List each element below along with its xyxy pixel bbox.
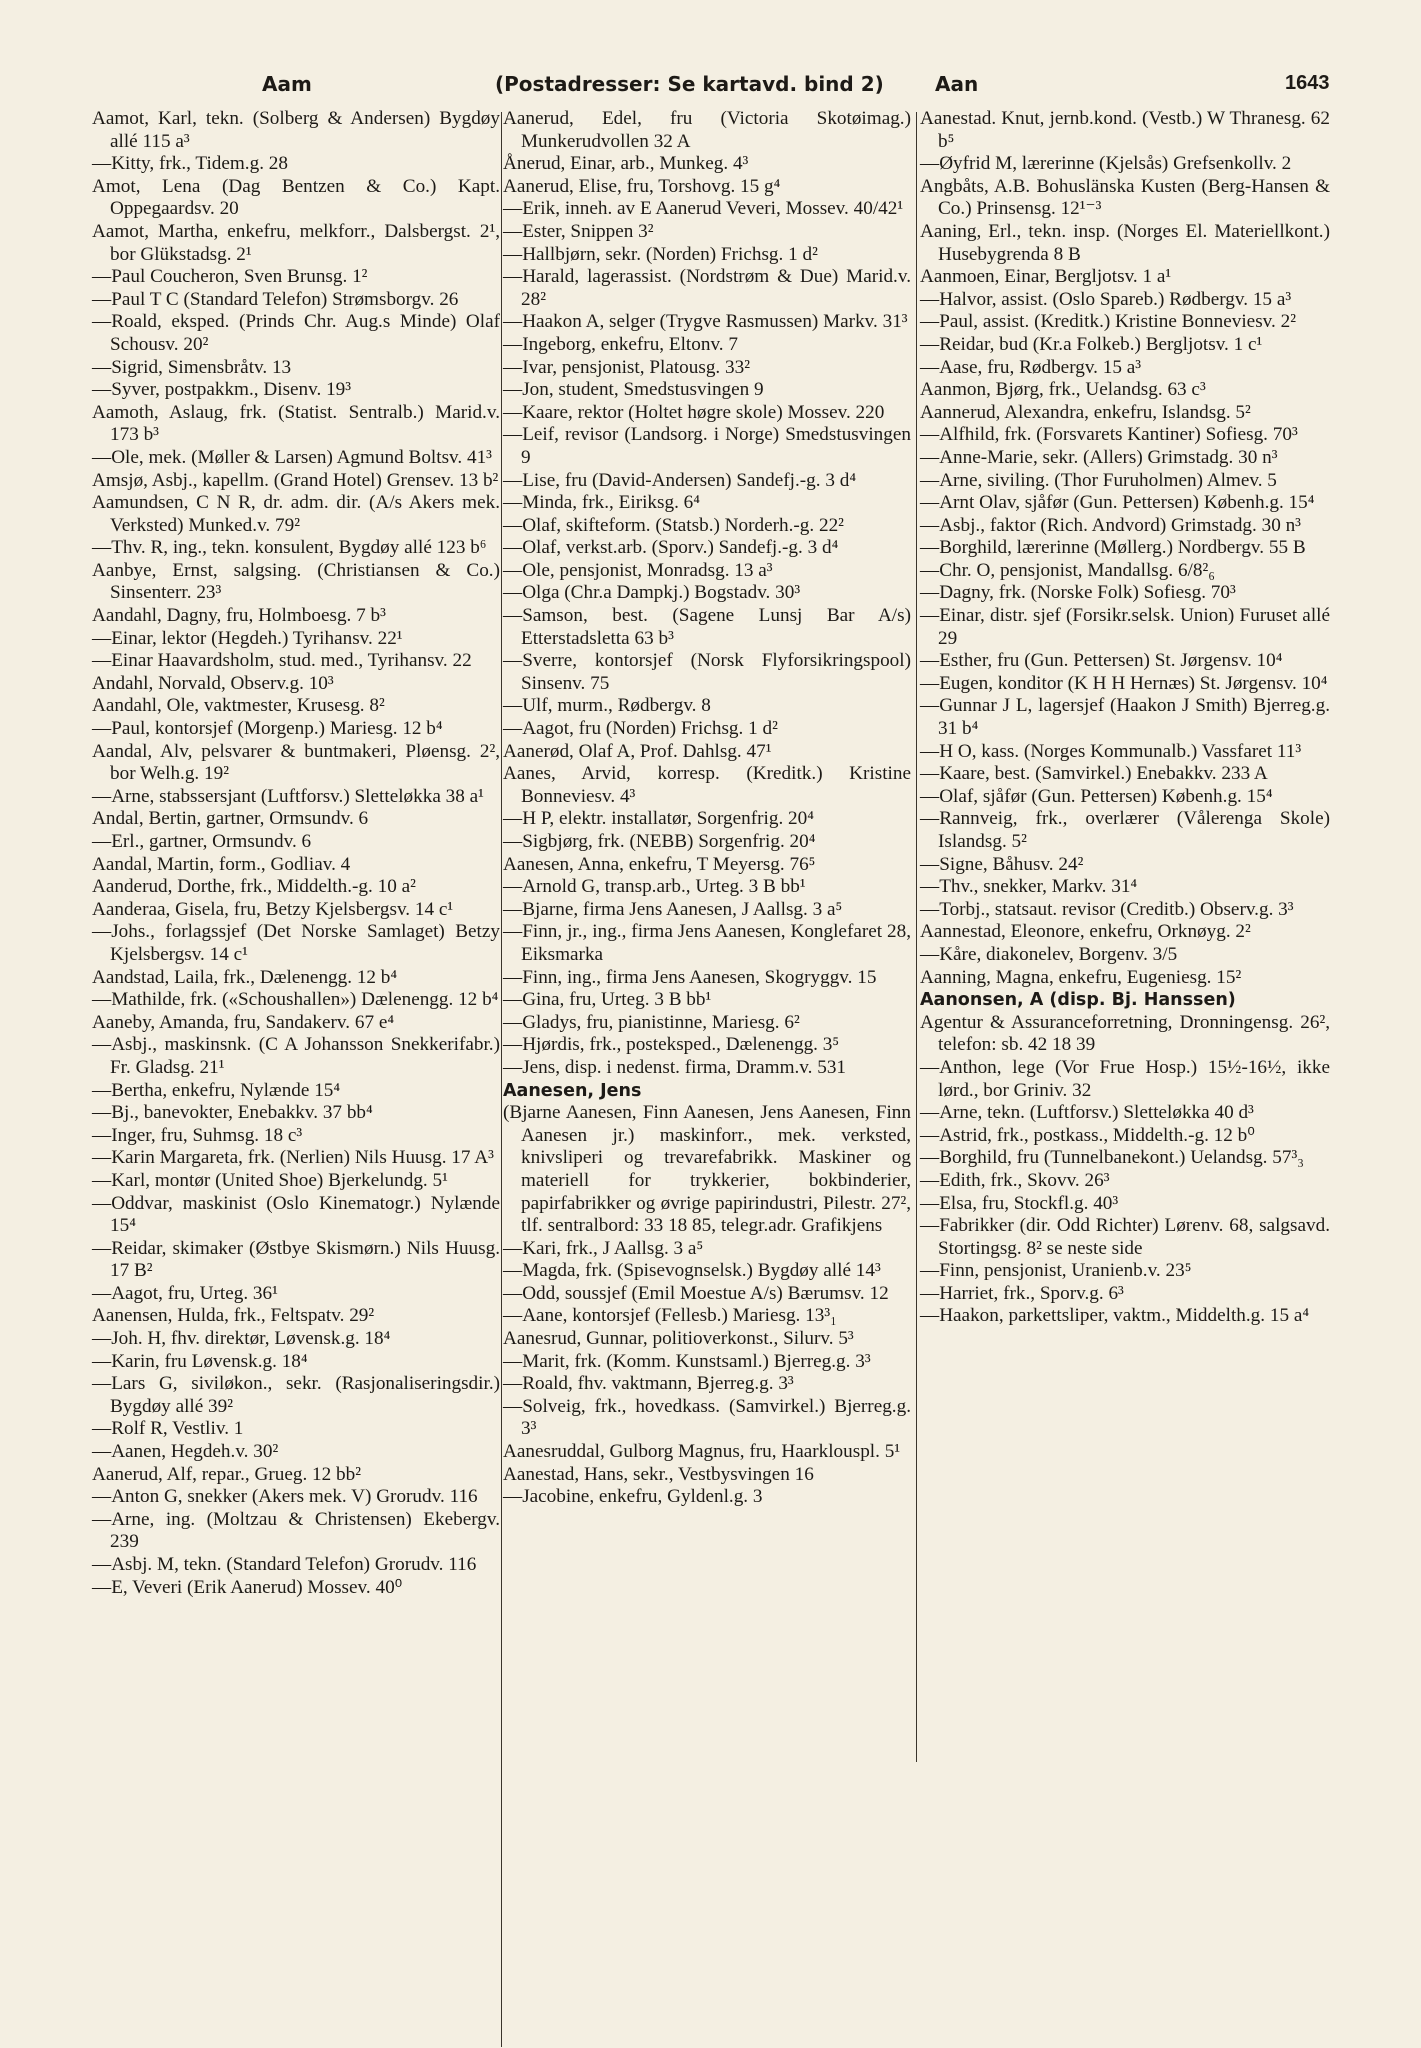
directory-entry: —Sverre, kontorsjef (Norsk Flyforsikringspool) Sinsenv. 75 (503, 650, 911, 694)
directory-entry: —Haakon A, selger (Trygve Rasmussen) Markv. 31³ (503, 311, 908, 333)
directory-entry: —Minda, frk., Eiriksg. 6⁴ (503, 492, 700, 514)
directory-entry: —Gladys, fru, pianistinne, Mariesg. 6² (503, 1011, 800, 1033)
directory-entry: —Karin Margareta, frk. (Nerlien) Nils Huusg. 17 A³ (92, 1147, 494, 1169)
directory-entry: —Arne, stabssersjant (Luftforsv.) Sletteløkka 38 a¹ (92, 785, 484, 807)
directory-entry: Aanning, Magna, enkefru, Eugeniesg. 15² (920, 966, 1242, 988)
directory-entry: —Hallbjørn, sekr. (Norden) Frichsg. 1 d² (503, 243, 818, 265)
directory-entry: Aandal, Alv, pelsvarer & buntmakeri, Pløensg. 2², bor Welh.g. 19² (92, 740, 500, 785)
directory-entry: —Lars G, siviløkon., sekr. (Rasjonaliseringsdir.) Bygdøy allé 39² (92, 1373, 500, 1417)
directory-entry: Aanesen, Anna, enkefru, T Meyersg. 76⁵ (503, 853, 816, 875)
directory-entry: Aanderaa, Gisela, fru, Betzy Kjelsbergsv. 14 c¹ (92, 898, 454, 920)
directory-entry: —Einar, lektor (Hegdeh.) Tyrihansv. 22¹ (92, 627, 403, 649)
directory-entry: (Bjarne Aanesen, Finn Aanesen, Jens Aanesen, Finn Aanesen jr.) maskinforr., mek. verksted, knivsliperi og trevarefabrikk. Maskiner og materiell for trykkerier, bokbinderier, papirfabrikker og øvrige papirindustri, Pilestr. 27², tlf. sentralbord: 33 18 85, telegr.adr. Grafikjens (503, 1102, 911, 1237)
firm-heading: Aanesen, Jens (503, 1080, 642, 1101)
directory-entry: —H P, elektr. installatør, Sorgenfrig. 20⁴ (503, 808, 814, 830)
directory-entry: —Arne, ing. (Moltzau & Christensen) Ekebergv. 239 (92, 1508, 500, 1553)
directory-entry: —Asbj. M, tekn. (Standard Telefon) Grorudv. 116 (92, 1554, 477, 1575)
header-right-word: Aan (935, 72, 979, 96)
directory-entry: —Ivar, pensjonist, Platousg. 33² (503, 356, 750, 378)
directory-entry: Aannerud, Alexandra, enkefru, Islandsg. 5² (920, 401, 1251, 423)
directory-entry: Aandal, Martin, form., Godliav. 4 (92, 853, 351, 875)
directory-entry: —Ulf, murm., Rødbergv. 8 (503, 695, 711, 717)
directory-entry: Aanes, Arvid, korresp. (Kreditk.) Kristine Bonneviesv. 4³ (503, 763, 911, 807)
directory-entry: —Karin, fru Løvensk.g. 18⁴ (92, 1350, 308, 1372)
directory-entry: —Joh. H, fhv. direktør, Løvensk.g. 18⁴ (92, 1328, 391, 1350)
directory-entry: Aanerød, Olaf A, Prof. Dahlsg. 47¹ (503, 740, 772, 762)
column-1 (92, 108, 500, 1599)
directory-entry: —Anthon, lege (Vor Frue Hosp.) 15½-16½, ikke lørd., bor Griniv. 32 (920, 1056, 1330, 1101)
directory-entry: —Finn, ing., firma Jens Aanesen, Skogryggv. 15 (503, 966, 877, 988)
directory-entry: Aanesruddal, Gulborg Magnus, fru, Haarklouspl. 5¹ (503, 1441, 901, 1463)
directory-entry: —Kaare, best. (Samvirkel.) Enebakkv. 233 A (920, 763, 1268, 785)
directory-entry: —Esther, fru (Gun. Pettersen) St. Jørgensv. 10⁴ (920, 650, 1283, 672)
directory-entry: —Anton G, snekker (Akers mek. V) Grorudv. 116 (92, 1486, 478, 1508)
directory-entry: Aamot, Martha, enkefru, melkforr., Dalsbergst. 2¹, bor Glükstadsg. 2¹ (92, 220, 500, 265)
directory-entry: —Einar, distr. sjef (Forsikr.selsk. Union) Furuset allé 29 (920, 605, 1330, 649)
directory-entry: —Syver, postpakkm., Disenv. 19³ (92, 379, 352, 401)
directory-entry: Aanensen, Hulda, frk., Feltspatv. 29² (92, 1305, 375, 1327)
column-2 (503, 108, 911, 1509)
directory-entry: —Ole, pensjonist, Monradsg. 13 a³ (503, 559, 773, 581)
directory-entry: —Kåre, diakonelev, Borgenv. 3/5 (920, 943, 1178, 965)
directory-entry: Andahl, Norvald, Observ.g. 10³ (92, 672, 334, 694)
directory-entry: —Thv. R, ing., tekn. konsulent, Bygdøy allé 123 b⁶ (92, 537, 487, 559)
directory-entry: —Signe, Båhusv. 24² (920, 853, 1084, 875)
directory-entry: —Olaf, verkst.arb. (Sporv.) Sandefj.-g. 3 d⁴ (503, 537, 839, 559)
column-divider-1 (501, 112, 502, 2047)
directory-entry: Amsjø, Asbj., kapellm. (Grand Hotel) Grensev. 13 b² (92, 469, 499, 491)
directory-entry: —Jens, disp. i nedenst. firma, Dramm.v. 531 (503, 1056, 847, 1078)
directory-entry: —Harald, lagerassist. (Nordstrøm & Due) Marid.v. 28² (503, 266, 911, 310)
directory-entry: —Aase, fru, Rødbergv. 15 a³ (920, 356, 1142, 378)
directory-entry: —Dagny, frk. (Norske Folk) Sofiesg. 70³ (920, 582, 1236, 604)
directory-entry: —Edith, frk., Skovv. 26³ (920, 1169, 1110, 1191)
directory-entry: —Hjørdis, frk., posteksped., Dælenengg. 3⁵ (503, 1034, 840, 1056)
directory-entry: —E, Veveri (Erik Aanerud) Mossev. 40⁰ (92, 1576, 403, 1598)
page-number: 1643 (1285, 72, 1330, 94)
directory-entry: Aandahl, Dagny, fru, Holmboesg. 7 b³ (92, 605, 386, 627)
directory-entry: —Inger, fru, Suhmsg. 18 c³ (92, 1124, 303, 1146)
directory-entry: —Oddvar, maskinist (Oslo Kinematogr.) Nylænde 15⁴ (92, 1192, 500, 1237)
directory-entry: —Elsa, fru, Stockfl.g. 40³ (920, 1192, 1119, 1214)
directory-entry: —Aane, kontorsjef (Fellesb.) Mariesg. 13³₁ (503, 1305, 837, 1327)
directory-entry: Aanestad. Knut, jernb.kond. (Vestb.) W Thranesg. 62 b⁵ (920, 108, 1330, 152)
directory-entry: —Anne-Marie, sekr. (Allers) Grimstadg. 30 n³ (920, 446, 1278, 468)
directory-entry: Ånerud, Einar, arb., Munkeg. 4³ (503, 153, 749, 175)
directory-entry: —Gunnar J L, lagersjef (Haakon J Smith) Bjerreg.g. 31 b⁴ (920, 695, 1330, 740)
directory-entry: —Olaf, skifteform. (Statsb.) Norderh.-g. 22² (503, 514, 844, 536)
directory-entry: Aaning, Erl., tekn. insp. (Norges El. Materiellkont.) Husebygrenda 8 B (920, 220, 1330, 265)
directory-entry: —Torbj., statsaut. revisor (Creditb.) Observ.g. 3³ (920, 898, 1294, 920)
directory-entry: —Sigrid, Simensbråtv. 13 (92, 356, 292, 378)
directory-entry: —Gina, fru, Urteg. 3 B bb¹ (503, 989, 712, 1011)
directory-entry: Aanestad, Hans, sekr., Vestbysvingen 16 (503, 1463, 814, 1485)
directory-entry: —Alfhild, frk. (Forsvarets Kantiner) Sofiesg. 70³ (920, 424, 1298, 446)
directory-entry: —Olaf, sjåfør (Gun. Pettersen) Københ.g. 15⁴ (920, 785, 1273, 807)
directory-entry: —Jacobine, enkefru, Gyldenl.g. 3 (503, 1486, 763, 1508)
directory-entry: Aanbye, Ernst, salgsing. (Christiansen & Co.) Sinsenterr. 23³ (92, 559, 500, 604)
directory-entry: —Reidar, bud (Kr.a Folkeb.) Bergljotsv. 1 c¹ (920, 333, 1263, 355)
directory-entry: —Paul T C (Standard Telefon) Strømsborgv. 26 (92, 288, 459, 310)
directory-entry: —Asbj., maskinsnk. (C A Johansson Snekkerifabr.) Fr. Gladsg. 21¹ (92, 1034, 500, 1078)
directory-entry: Aanesrud, Gunnar, politioverkonst., Silurv. 5³ (503, 1328, 854, 1350)
directory-entry: —Bj., banevokter, Enebakkv. 37 bb⁴ (92, 1102, 373, 1124)
directory-entry: —Samson, best. (Sagene Lunsj Bar A/s) Etterstadsletta 63 b³ (503, 605, 911, 649)
directory-entry: —Reidar, skimaker (Østbye Skismørn.) Nils Huusg. 17 B² (92, 1237, 500, 1282)
directory-entry: —Rolf R, Vestliv. 1 (92, 1418, 244, 1440)
directory-entry: —Eugen, konditor (K H H Hernæs) St. Jørgensv. 10⁴ (920, 672, 1328, 694)
directory-entry: —Arnold G, transp.arb., Urteg. 3 B bb¹ (503, 876, 806, 898)
directory-entry: —Rannveig, frk., overlærer (Vålerenga Skole) Islandsg. 5² (920, 808, 1330, 852)
directory-entry: —Mathilde, frk. («Schoushallen») Dælenengg. 12 b⁴ (92, 989, 499, 1011)
directory-entry: —Paul Coucheron, Sven Brunsg. 1² (92, 266, 368, 288)
directory-entry: —Borghild, fru (Tunnelbanekont.) Uelandsg. 57³₃ (920, 1147, 1304, 1169)
directory-entry: —Arne, tekn. (Luftforsv.) Sletteløkka 40 d³ (920, 1102, 1254, 1124)
directory-entry: —Olga (Chr.a Dampkj.) Bogstadv. 30³ (503, 582, 801, 604)
directory-entry: —Lise, fru (David-Andersen) Sandefj.-g. 3 d⁴ (503, 469, 857, 491)
directory-entry: Aamundsen, C N R, dr. adm. dir. (A/s Akers mek. Verksted) Munked.v. 79² (92, 492, 500, 536)
directory-entry: Aannestad, Eleonore, enkefru, Orknøyg. 2² (920, 921, 1251, 943)
directory-entry: —Ester, Snippen 3² (503, 220, 654, 242)
directory-entry: —Karl, montør (United Shoe) Bjerkelundg. 5¹ (92, 1169, 448, 1191)
directory-entry: —Paul, assist. (Kreditk.) Kristine Bonneviesv. 2² (920, 311, 1296, 333)
directory-entry: —Aagot, fru (Norden) Frichsg. 1 d² (503, 718, 778, 740)
directory-entry: —Leif, revisor (Landsorg. i Norge) Smedstusvingen 9 (503, 424, 911, 468)
directory-entry: —Haakon, parkettsliper, vaktm., Middelth.g. 15 a⁴ (920, 1305, 1310, 1327)
directory-entry: —Kari, frk., J Aallsg. 3 a⁵ (503, 1237, 704, 1259)
directory-entry: —Halvor, assist. (Oslo Spareb.) Rødbergv. 15 a³ (920, 288, 1292, 310)
directory-entry: —Jon, student, Smedstusvingen 9 (503, 379, 764, 401)
directory-entry: —H O, kass. (Norges Kommunalb.) Vassfaret 11³ (920, 740, 1302, 762)
directory-entry: —Aagot, fru, Urteg. 36¹ (92, 1282, 278, 1304)
directory-entry: —Solveig, frk., hovedkass. (Samvirkel.) Bjerreg.g. 3³ (503, 1395, 911, 1440)
directory-entry: —Erik, inneh. av E Aanerud Veveri, Mossev. 40/42¹ (503, 198, 904, 220)
directory-entry: —Aanen, Hegdeh.v. 30² (92, 1441, 279, 1463)
directory-entry: —Johs., forlagssjef (Det Norske Samlaget) Betzy Kjelsbergsv. 14 c¹ (92, 921, 500, 965)
directory-entry: —Arnt Olav, sjåfør (Gun. Pettersen) Københ.g. 15⁴ (920, 492, 1315, 514)
directory-entry: —Asbj., faktor (Rich. Andvord) Grimstadg. 30 n³ (920, 514, 1301, 536)
directory-entry: —Magda, frk. (Spisevognselsk.) Bygdøy allé 14³ (503, 1260, 881, 1282)
directory-entry: —Bjarne, firma Jens Aanesen, J Aallsg. 3 a⁵ (503, 898, 843, 920)
directory-entry: —Einar Haavardsholm, stud. med., Tyrihansv. 22 (92, 650, 472, 672)
directory-entry: —Odd, soussjef (Emil Moestue A/s) Bærumsv. 12 (503, 1282, 889, 1304)
directory-entry: —Kaare, rektor (Holtet høgre skole) Mossev. 220 (503, 401, 885, 423)
directory-entry: Angbåts, A.B. Bohuslänska Kusten (Berg-Hansen & Co.) Prinsensg. 12¹⁻³ (920, 175, 1330, 220)
directory-entry: —Ingeborg, enkefru, Eltonv. 7 (503, 333, 738, 355)
directory-entry: —Finn, jr., ing., firma Jens Aanesen, Konglefaret 28, Eiksmarka (503, 921, 911, 965)
directory-entry: —Øyfrid M, lærerinne (Kjelsås) Grefsenkollv. 2 (920, 153, 1292, 175)
directory-entry: Aanmon, Bjørg, frk., Uelandsg. 63 c³ (920, 379, 1206, 401)
directory-entry: —Thv., snekker, Markv. 31⁴ (920, 876, 1138, 898)
directory-entry: —Fabrikker (dir. Odd Richter) Lørenv. 68, salgsavd. Stortingsg. 8² se neste side (920, 1215, 1330, 1259)
directory-entry: —Kitty, frk., Tidem.g. 28 (92, 153, 288, 175)
column-3 (920, 108, 1330, 1328)
directory-entry: —Borghild, lærerinne (Møllerg.) Nordbergv. 55 B (920, 537, 1306, 559)
firm-heading: Aanonsen, A (disp. Bj. Hanssen) (920, 990, 1236, 1011)
directory-entry: Aamot, Karl, tekn. (Solberg & Andersen) Bygdøy allé 115 a³ (92, 108, 500, 152)
directory-entry: Aanerud, Elise, fru, Torshovg. 15 g⁴ (503, 175, 781, 197)
directory-entry: Aanderud, Dorthe, frk., Middelth.-g. 10 a² (92, 876, 416, 898)
directory-entry: —Harriet, frk., Sporv.g. 6³ (920, 1282, 1124, 1304)
directory-entry: —Ole, mek. (Møller & Larsen) Agmund Boltsv. 41³ (92, 446, 492, 468)
directory-entry: —Finn, pensjonist, Uranienb.v. 23⁵ (920, 1260, 1192, 1282)
directory-entry: —Paul, kontorsjef (Morgenp.) Mariesg. 12 b⁴ (92, 718, 443, 740)
directory-entry: —Arne, siviling. (Thor Furuholmen) Almev. 5 (920, 469, 1277, 491)
directory-entry: Andal, Bertin, gartner, Ormsundv. 6 (92, 808, 369, 830)
directory-entry: Aanmoen, Einar, Bergljotsv. 1 a¹ (920, 266, 1172, 288)
directory-entry: Aanerud, Edel, fru (Victoria Skotøimag.) Munkerudvollen 32 A (503, 108, 911, 152)
directory-entry: —Astrid, frk., postkass., Middelth.-g. 12 b⁰ (920, 1124, 1255, 1146)
directory-entry: —Chr. O, pensjonist, Mandallsg. 6/8²₆ (920, 559, 1215, 581)
directory-entry: Agentur & Assuranceforretning, Dronningensg. 26², telefon: sb. 42 18 39 (920, 1011, 1330, 1056)
directory-entry: Aandstad, Laila, frk., Dælenengg. 12 b⁴ (92, 966, 398, 988)
header-left-word: Aam (262, 72, 312, 96)
directory-entry: —Roald, fhv. vaktmann, Bjerreg.g. 3³ (503, 1373, 794, 1395)
header-center-note: (Postadresser: Se kartavd. bind 2) (495, 72, 884, 96)
directory-entry: Amot, Lena (Dag Bentzen & Co.) Kapt. Oppegaardsv. 20 (92, 175, 500, 220)
directory-entry: Aanerud, Alf, repar., Grueg. 12 bb² (92, 1463, 361, 1485)
directory-entry: Aandahl, Ole, vaktmester, Krusesg. 8² (92, 695, 385, 717)
directory-entry: Aamoth, Aslaug, frk. (Statist. Sentralb.) Marid.v. 173 b³ (92, 401, 500, 446)
directory-entry: —Sigbjørg, frk. (NEBB) Sorgenfrig. 20⁴ (503, 831, 816, 852)
column-divider-2 (916, 112, 917, 1762)
directory-entry: —Erl., gartner, Ormsundv. 6 (92, 831, 312, 852)
directory-entry: —Roald, eksped. (Prinds Chr. Aug.s Minde) Olaf Schousv. 20² (92, 311, 500, 355)
directory-entry: —Marit, frk. (Komm. Kunstsaml.) Bjerreg.g. 3³ (503, 1350, 871, 1372)
directory-entry: —Bertha, enkefru, Nylænde 15⁴ (92, 1079, 341, 1101)
directory-entry: Aaneby, Amanda, fru, Sandakerv. 67 e⁴ (92, 1011, 395, 1033)
page-header (90, 68, 1340, 102)
